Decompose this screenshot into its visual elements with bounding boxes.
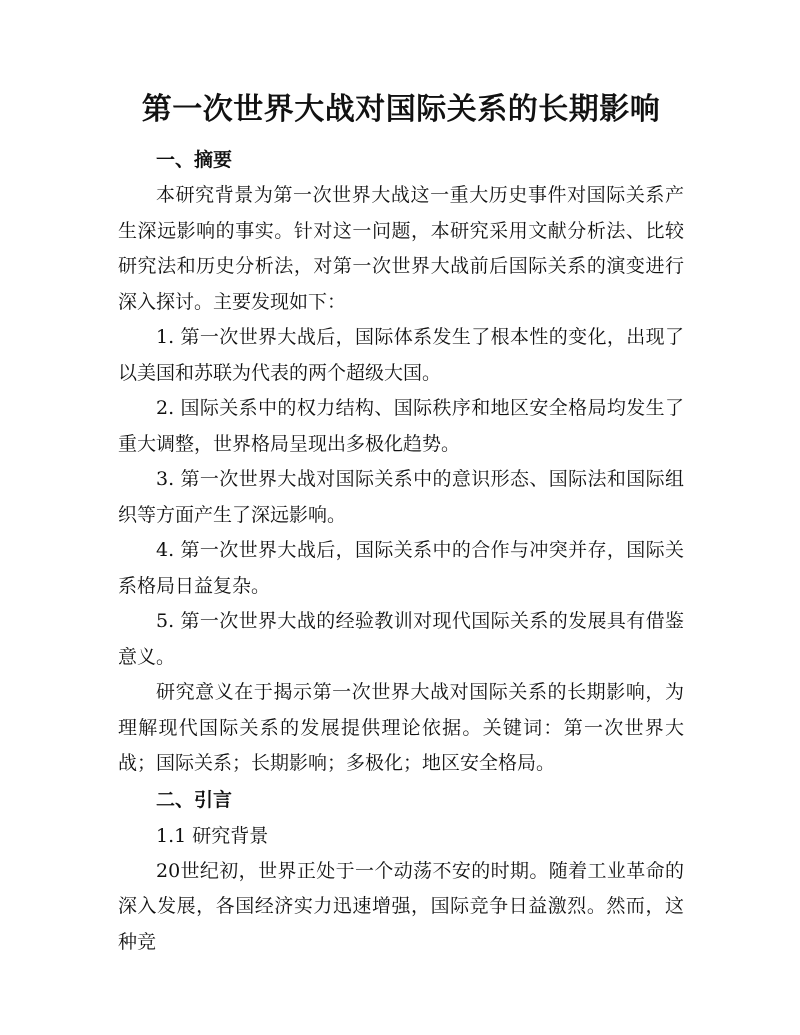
introduction-paragraph-1: 20世纪初，世界正处于一个动荡不安的时期。随着工业革命的深入发展，各国经济实力迅速增强，国际竞争日益激烈。然而，这种竞	[118, 859, 684, 953]
section-heading-introduction: 二、引言	[156, 788, 233, 811]
section-introduction	[118, 782, 684, 961]
section-heading-abstract: 一、摘要	[156, 149, 233, 171]
abstract-finding-4: 4. 第一次世界大战后，国际关系中的合作与冲突并存，国际关系格局日益复杂。	[118, 539, 684, 597]
abstract-significance-keywords: 研究意义在于揭示第一次世界大战对国际关系的长期影响，为理解现代国际关系的发展提供理论依据。关键词：第一次世界大战；国际关系；长期影响；多极化；地区安全格局。	[118, 681, 684, 774]
document-title: 第一次世界大战对国际关系的长期影响	[141, 92, 661, 127]
subsection-heading-background: 1.1 研究背景	[156, 824, 269, 847]
abstract-finding-5: 5. 第一次世界大战的经验教训对现代国际关系的发展具有借鉴意义。	[118, 610, 684, 668]
abstract-finding-2: 2. 国际关系中的权力结构、国际秩序和地区安全格局均发生了重大调整，世界格局呈现出多极化趋势。	[118, 397, 684, 455]
abstract-finding-1: 1. 第一次世界大战后，国际体系发生了根本性的变化，出现了以美国和苏联为代表的两个超级大国。	[118, 326, 684, 384]
abstract-paragraph-intro: 本研究背景为第一次世界大战这一重大历史事件对国际关系产生深远影响的事实。针对这一问题，本研究采用文献分析法、比较研究法和历史分析法，对第一次世界大战前后国际关系的演变进行深入探讨。主要发现如下：	[118, 184, 684, 313]
section-abstract	[118, 142, 684, 782]
abstract-finding-3: 3. 第一次世界大战对国际关系中的意识形态、国际法和国际组织等方面产生了深远影响。	[118, 468, 684, 526]
